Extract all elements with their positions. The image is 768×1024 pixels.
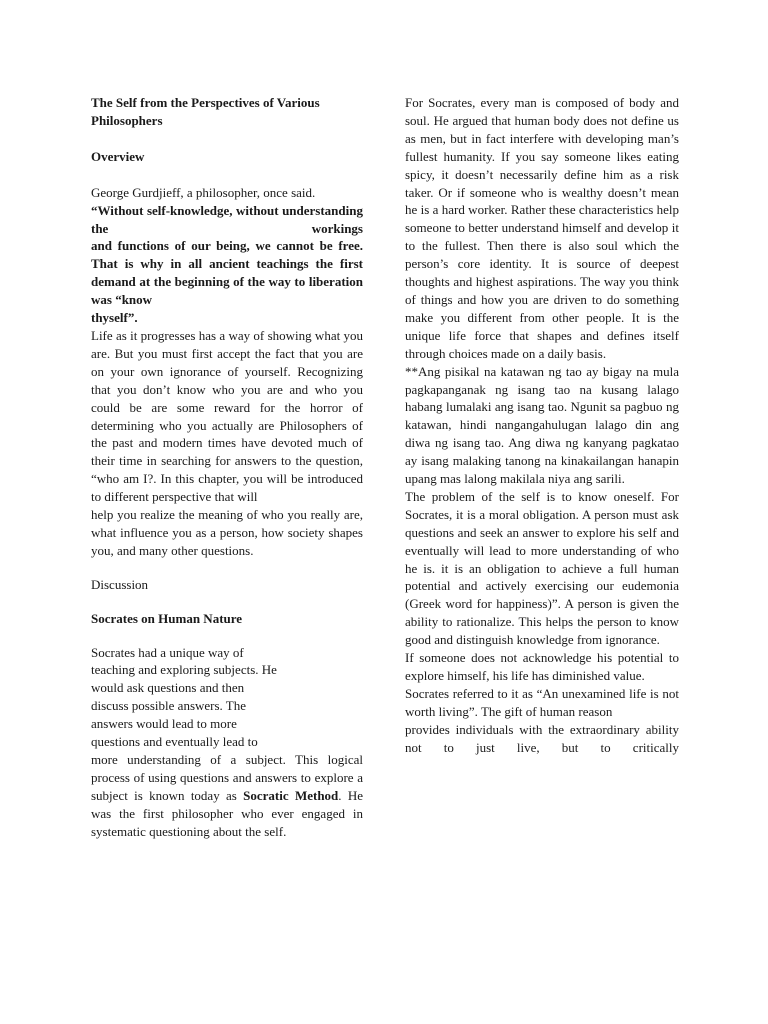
quote-part-2: and functions of our being, we cannot be free. That is why in all ancient teachings the first demand at the beginning of the way to liberation was “know (91, 238, 363, 308)
socrates-line: would ask questions and then (91, 680, 245, 696)
socrates-heading: Socrates on Human Nature (91, 610, 243, 626)
quote-part-3: thyself”. (91, 310, 138, 326)
socrates-line: discuss possible answers. The (91, 698, 247, 714)
right-column (405, 94, 679, 757)
socrates-line: teaching and exploring subjects. He (91, 662, 277, 678)
left-column (91, 94, 363, 841)
socratic-text-a: more understanding of a subject. This logical process of using questions and answers to explore a subject is known today as (91, 752, 363, 803)
socrates-line: questions and eventually lead to (91, 734, 258, 750)
socratic-method-paragraph (91, 751, 363, 841)
document-title: The Self from the Perspectives of Various Philosophers (91, 95, 320, 128)
life-paragraph: Life as it progresses has a way of showing what you are. But you must first accept the fact that you are on your own ignorance of yourself. Recognizing that you don’t know who you are and who you could be are some reward for the horror of determining who you actually are Philosophers of the past and modern times have devoted much of their time in searching for answers to the question, “who am I?. In this chapter, you will be introduced to different perspective that will (91, 327, 363, 505)
discussion-heading: Discussion (91, 576, 149, 592)
acknowledge-paragraph: If someone does not acknowledge his potential to explore himself, his life has diminished value. (405, 650, 679, 683)
socratic-method-term: Socratic Method (243, 787, 339, 803)
quote-part-1: “Without self-knowledge, without understanding the workings (91, 202, 363, 236)
unexamined-life-paragraph: Socrates referred to it as “An unexamined life is not worth living”. The gift of human reason (405, 685, 679, 719)
reason-paragraph: provides individuals with the extraordinary ability not to just live, but to critically (405, 721, 679, 755)
filipino-paragraph: **Ang pisikal na katawan ng tao ay bigay na mula pagkapanganak ng isang tao na kusang lalago habang lumalaki ang isang tao. Ngunit sa pagbuo ng katawan, hindi nangangahulugan lalago din ang diwa ng isang tao. Ang diwa ng kanyang pagkatao ay isang malaking tanong na kinakailangan hanapin upang mas lalong makilala niya ang sarili. (405, 363, 679, 487)
overview-heading: Overview (91, 148, 145, 164)
socrates-line: Socrates had a unique way of (91, 644, 244, 660)
problem-of-self-paragraph: The problem of the self is to know oneself. For Socrates, it is a moral obligation. A person must ask questions and seek an answer to explore his self and eventually will lead to more understanding of who he is. it is an obligation to achieve a full human potential and actively exercising our eudemonia (Greek word for happiness)”. A person is given the ability to rationalize. This helps the person to know good and distinguish knowledge from ignorance. (405, 488, 679, 648)
socrates-line: answers would lead to more (91, 716, 237, 732)
help-paragraph: help you realize the meaning of who you really are, what influence you as a person, how society shapes you, and many other questions. (91, 507, 363, 558)
quote-intro: George Gurdjieff, a philosopher, once said. (91, 184, 316, 200)
body-soul-paragraph: For Socrates, every man is composed of body and soul. He argued that human body does not define us as men, but in fact interfere with developing man’s fullest humanity. If you say someone likes eating spicy, it doesn’t necessarily define him as a risk taker. Or if someone who is wealthy doesn’t mean he is a hard worker. Rather these characteristics help someone to better understand himself and develop it to the fullest. Then there is also soul which the person’s core identity. It is source of deepest thoughts and highest aspirations. The way you think of things and how you are driven to do something make you different from other people. It is the unique life force that shapes and defines itself through choices made on a daily basis. (405, 95, 679, 361)
socratic-text-b: . He was the first philosopher who ever engaged in systematic questioning about the self. (91, 787, 363, 839)
